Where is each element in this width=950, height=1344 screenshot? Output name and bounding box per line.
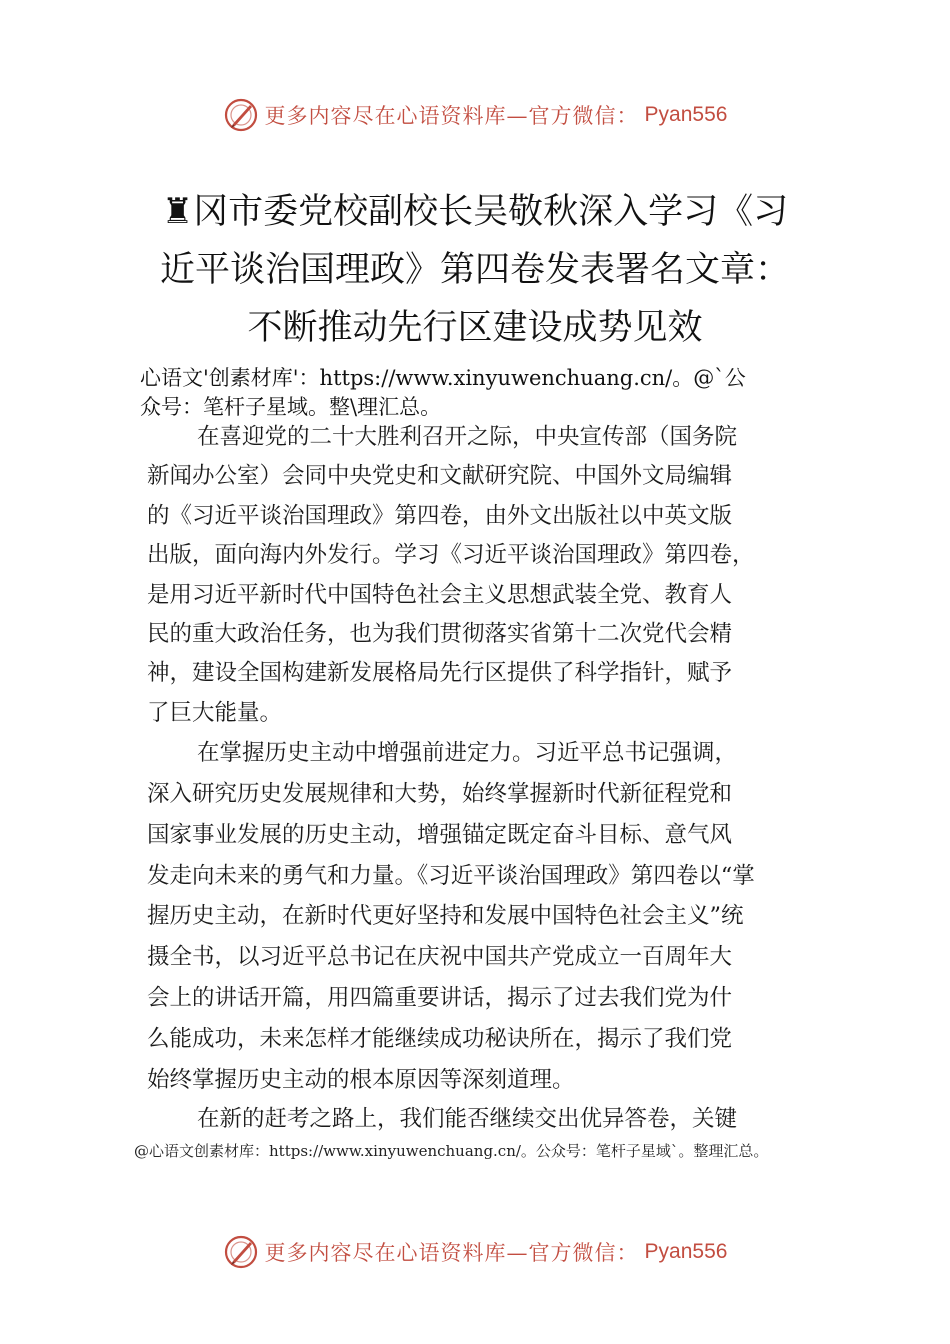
title-line-3: 不断推动先行区建设成势见效 bbox=[247, 308, 703, 348]
footer-source-note: @心语文创素材库：https://www.xinyuwenchuang.cn/。公众号：笔杆子星域`。整理汇总。 bbox=[134, 1142, 769, 1160]
body-line: 新闻办公室）会同中央党史和文献研究院、中国外文局编辑 bbox=[147, 463, 733, 490]
body-line: 始终掌握历史主动的根本原因等深刻道理。 bbox=[147, 1066, 575, 1093]
body-line: 握历史主动，在新时代更好坚持和发展中国特色社会主义”统 bbox=[147, 903, 744, 930]
body-line: 会上的讲话开篇，用四篇重要讲话，揭示了过去我们党为什 bbox=[147, 984, 733, 1011]
body-line: 么能成功，未来怎样才能继续成功秘诀所在，揭示了我们党 bbox=[147, 1025, 733, 1052]
body-line: 在新的赶考之路上，我们能否继续交出优异答卷，关键 bbox=[197, 1106, 738, 1133]
body-line: 了巨大能量。 bbox=[147, 699, 283, 726]
source-line-2: 众号：笔杆子星域。整\理汇总。 bbox=[140, 395, 442, 419]
body-line: 是用习近平新时代中国特色社会主义思想武装全党、教育人 bbox=[147, 581, 733, 608]
title-line-2: 近平谈治国理政》第四卷发表署名文章： bbox=[159, 250, 790, 290]
body-line: 深入研究历史发展规律和大势，始终掌握新时代新征程党和 bbox=[147, 780, 733, 807]
paragraph bbox=[147, 1100, 817, 1139]
paragraph bbox=[147, 733, 817, 1100]
article-title bbox=[120, 183, 830, 357]
body-line: 在掌握历史主动中增强前进定力。习近平总书记强调， bbox=[197, 740, 738, 767]
body-line: 发走向未来的勇气和力量。《习近平谈治国理政》第四卷以“掌 bbox=[147, 862, 755, 889]
article-body bbox=[147, 418, 817, 1140]
quill-pen-logo-icon bbox=[223, 97, 259, 133]
body-line: 的《习近平谈治国理政》第四卷，由外文出版社以中英文版 bbox=[147, 502, 733, 529]
quill-pen-logo-icon bbox=[223, 1234, 259, 1270]
footer-banner bbox=[0, 1230, 950, 1274]
body-line: 神，建设全国构建新发展格局先行区提供了科学指针，赋予 bbox=[147, 660, 733, 687]
title-line-1: ♜冈市委党校副校长吴敬秋深入学习《习 bbox=[161, 192, 789, 232]
body-line: 出版，面向海内外发行。学习《习近平谈治国理政》第四卷， bbox=[147, 542, 755, 569]
source-attribution bbox=[140, 364, 840, 422]
banner-wechat-handle: Pyan556 bbox=[644, 103, 728, 126]
body-line: 民的重大政治任务，也为我们贯彻落实省第十二次党代会精 bbox=[147, 620, 733, 647]
banner-text: 更多内容尽在心语资料库—官方微信： bbox=[264, 104, 639, 128]
banner-text: 更多内容尽在心语资料库—官方微信： bbox=[264, 1241, 639, 1265]
source-line-1: 心语文'创素材库'：https://www.xinyuwenchuang.cn/。@`公 bbox=[140, 366, 746, 390]
header-banner bbox=[0, 93, 950, 137]
body-line: 摄全书，以习近平总书记在庆祝中国共产党成立一百周年大 bbox=[147, 944, 733, 971]
paragraph bbox=[147, 418, 817, 733]
banner-wechat-handle: Pyan556 bbox=[644, 1240, 728, 1263]
body-line: 国家事业发展的历史主动，增强锚定既定奋斗目标、意气风 bbox=[147, 821, 733, 848]
body-line: 在喜迎党的二十大胜利召开之际，中央宣传部（国务院 bbox=[197, 424, 738, 450]
